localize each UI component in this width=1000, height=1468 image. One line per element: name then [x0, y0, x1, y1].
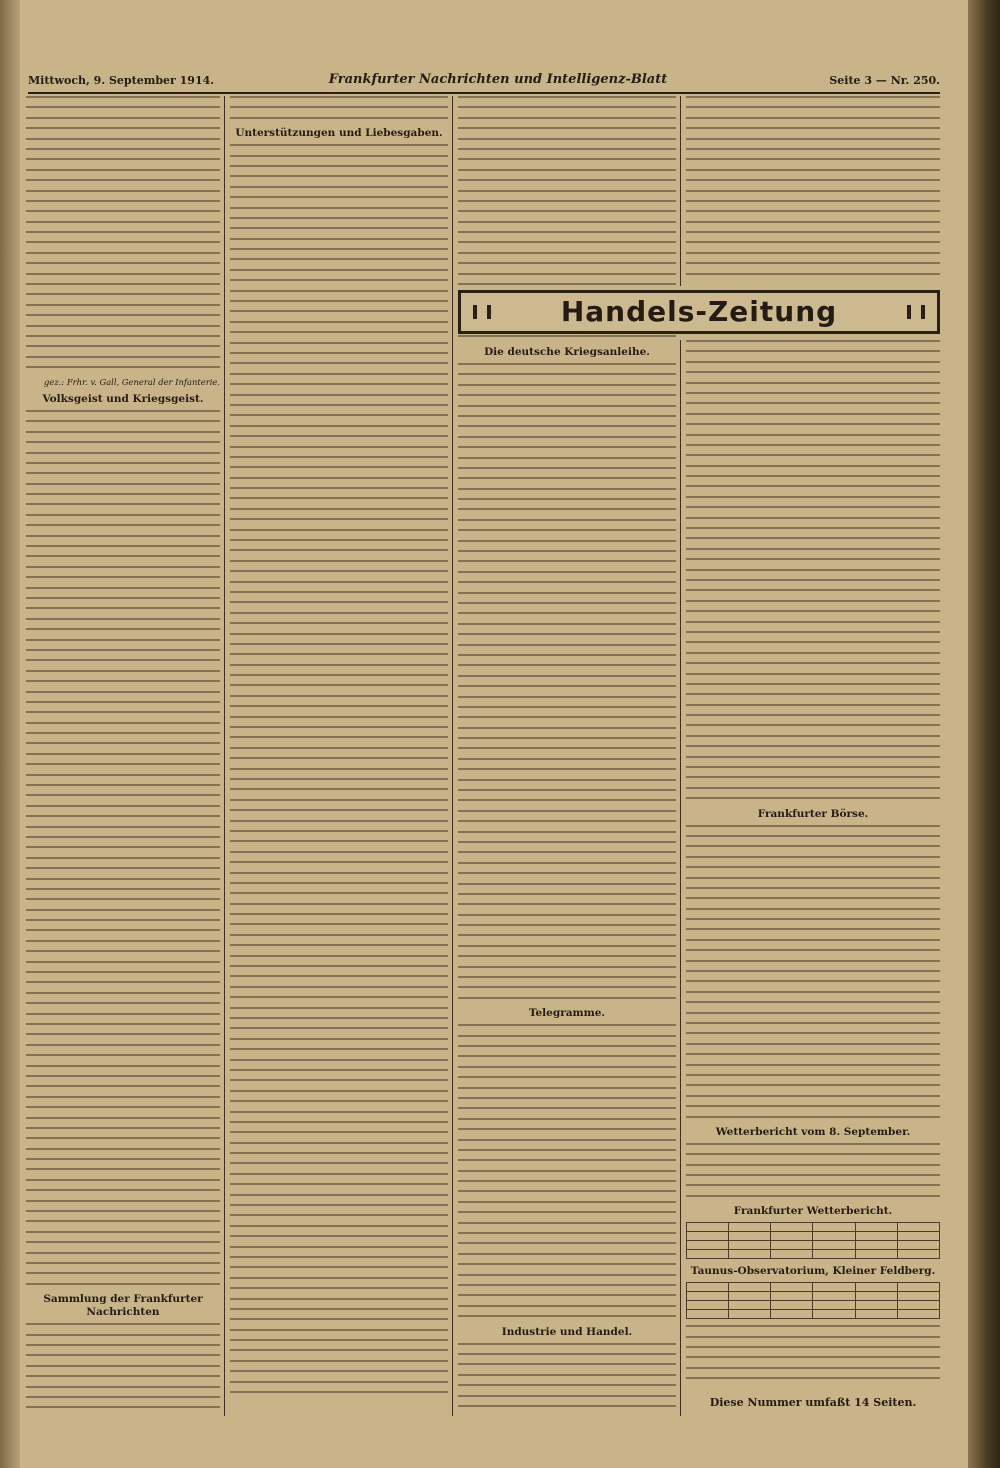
page-header [28, 72, 940, 92]
header-page-info: Seite 3 — Nr. 250. [829, 74, 940, 87]
ornament-icon [473, 305, 491, 319]
article-heading: Frankfurter Wetterbericht. [733, 1205, 893, 1218]
body-text-block [686, 340, 940, 799]
ornament-icon [907, 305, 925, 319]
article-heading: Taunus-Observatorium, Kleiner Feldberg. [690, 1265, 936, 1278]
column-divider [680, 96, 681, 286]
article-heading: Frankfurter Börse. [757, 807, 869, 820]
article-heading: Wetterbericht vom 8. September. [715, 1125, 911, 1138]
article-heading: Sammlung der Frankfurter Nachrichten [43, 1293, 203, 1319]
article-heading: Telegramme. [528, 1007, 606, 1020]
article-heading: Industrie und Handel. [501, 1325, 633, 1338]
body-text-block [230, 96, 448, 119]
body-text-block [26, 1323, 220, 1416]
section-banner [458, 290, 940, 334]
book-edge [968, 0, 1000, 1468]
page-gutter [0, 0, 20, 1468]
body-text-block [458, 1343, 676, 1410]
column-4-top [686, 96, 940, 286]
column-divider [680, 340, 681, 1416]
section-title: Handels-Zeitung [560, 295, 838, 328]
column-1 [26, 96, 220, 1416]
column-5 [458, 340, 676, 1410]
footer-notice: Diese Nummer umfaßt 14 Seiten. [709, 1396, 917, 1409]
observatory-table [686, 1282, 940, 1319]
body-text-block [26, 96, 220, 368]
column-divider [452, 96, 453, 1416]
header-rule [28, 92, 940, 94]
column-divider [224, 96, 225, 1416]
body-text-block [458, 363, 676, 999]
header-date: Mittwoch, 9. September 1914. [28, 74, 215, 87]
body-text-block [686, 825, 940, 1118]
article-heading: Unterstützungen und Liebesgaben. [235, 127, 443, 140]
footer-notice-box [686, 1390, 940, 1416]
article-heading: Die deutsche Kriegsanleihe. [484, 346, 650, 358]
body-text-block [686, 96, 940, 275]
body-text-block [230, 144, 448, 1393]
article-heading: Volksgeist und Kriegsgeist. [42, 392, 204, 405]
column-6 [686, 340, 940, 1390]
body-text-block [26, 410, 220, 1285]
weather-table [686, 1222, 940, 1259]
column-2 [230, 96, 448, 1416]
body-text-block [686, 1143, 940, 1197]
signature-line: gez.: Frhr. v. Gall, General der Infanterie. [43, 376, 220, 387]
masthead-title: Frankfurter Nachrichten und Intelligenz-Blatt [328, 72, 668, 87]
body-text-block [458, 1024, 676, 1317]
imprint-block [686, 1325, 940, 1379]
